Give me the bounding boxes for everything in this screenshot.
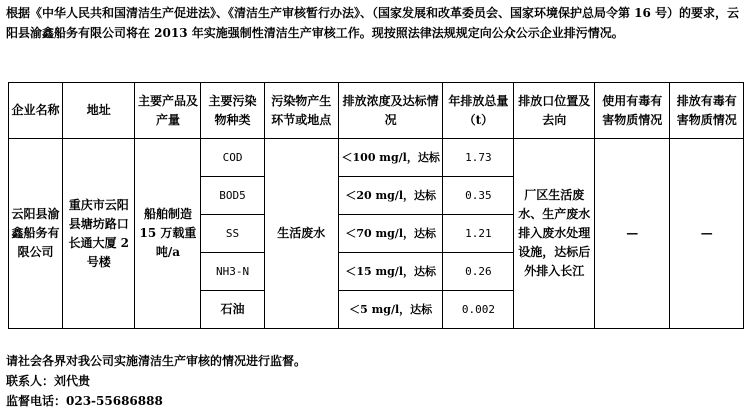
contact-person: 联系人：刘代贵 <box>6 374 91 388</box>
pollutant-cell: 石油 <box>201 291 264 329</box>
header-product: 主要产品及产量 <box>135 83 201 139</box>
header-outlet: 排放口位置及去向 <box>514 83 595 139</box>
supervision-request: 请社会各界对我公司实施清洁生产审核的情况进行监督。 <box>6 354 307 368</box>
concentration-cell: ＜15 mg/l，达标 <box>339 253 443 291</box>
concentration-cell: ＜100 mg/l，达标 <box>339 139 443 177</box>
header-company: 企业名称 <box>9 83 63 139</box>
header-toxic-use: 使用有毒有害物质情况 <box>595 83 670 139</box>
pollutant-cell: COD <box>201 139 264 177</box>
header-address: 地址 <box>62 83 134 139</box>
intro-paragraph: 根据《中华人民共和国清洁生产促进法》、《清洁生产审核暂行办法》、（国家发展和改革委员会、国家环境保护总局令第 16 号）的要求，云阳县渝鑫船务有限公司将在 2013 年实施强制性清洁生产审核工作。现按照法律法规规定向公众公示企业排污情况。 <box>6 6 740 40</box>
concentration-cell: ＜20 mg/l，达标 <box>339 177 443 215</box>
header-source: 污染物产生环节或地点 <box>264 83 338 139</box>
concentration-cell: ＜5 mg/l，达标 <box>339 291 443 329</box>
concentration-cell: ＜70 mg/l，达标 <box>339 215 443 253</box>
header-total: 年排放总量（t） <box>443 83 514 139</box>
company-cell: 云阳县渝鑫船务有限公司 <box>9 139 63 329</box>
outlet-cell: 厂区生活废水、生产废水排入废水处理设施，达标后外排入长江 <box>514 139 595 329</box>
total-cell: 0.002 <box>443 291 514 329</box>
table-row <box>9 139 744 177</box>
total-cell: 1.21 <box>443 215 514 253</box>
footer <box>6 351 740 411</box>
total-cell: 1.73 <box>443 139 514 177</box>
table-header-row <box>9 83 744 139</box>
product-cell: 船舶制造15 万载重吨/a <box>135 139 201 329</box>
total-cell: 0.26 <box>443 253 514 291</box>
pollutant-cell: BOD5 <box>201 177 264 215</box>
toxic-emit-cell: — <box>670 139 744 329</box>
source-cell: 生活废水 <box>264 139 338 329</box>
pollutant-cell: NH3-N <box>201 253 264 291</box>
address-cell: 重庆市云阳县塘坊路口长通大厦 2 号楼 <box>62 139 134 329</box>
header-pollutant: 主要污染物种类 <box>201 83 264 139</box>
pollutant-cell: SS <box>201 215 264 253</box>
header-toxic-emit: 排放有毒有害物质情况 <box>670 83 744 139</box>
total-cell: 0.35 <box>443 177 514 215</box>
header-concentration: 排放浓度及达标情况 <box>339 83 443 139</box>
emissions-table <box>8 82 744 329</box>
supervision-phone: 监督电话：023-55686888 <box>6 394 163 408</box>
toxic-use-cell: — <box>595 139 670 329</box>
